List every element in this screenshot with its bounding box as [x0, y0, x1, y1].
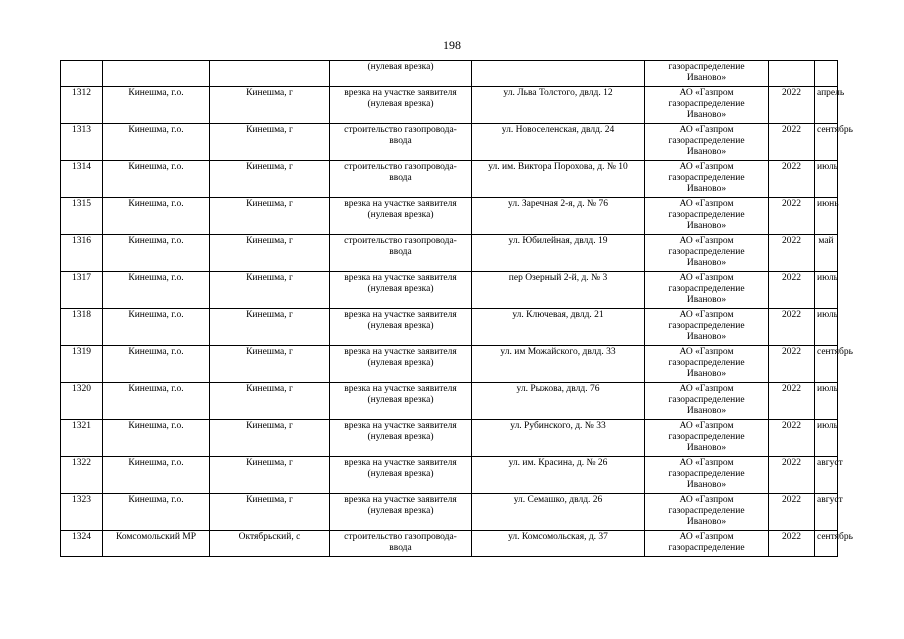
month-cell: июль — [815, 309, 838, 346]
month-cell: июль — [815, 272, 838, 309]
executor-cell: АО «Газпром газораспределение Иваново» — [645, 494, 769, 531]
work-type-cell: строительство газопровода- ввода — [330, 531, 472, 557]
work-type-cell: (нулевая врезка) — [330, 61, 472, 87]
table-row — [61, 87, 838, 124]
month-cell: сентябрь — [815, 346, 838, 383]
work-type-cell: врезка на участке заявителя (нулевая врезка) — [330, 309, 472, 346]
month-cell: июль — [815, 383, 838, 420]
executor-cell: АО «Газпром газораспределение Иваново» — [645, 198, 769, 235]
row-number-cell: 1320 — [61, 383, 103, 420]
page-number: 198 — [443, 38, 461, 52]
year-cell — [769, 61, 815, 87]
year-cell: 2022 — [769, 198, 815, 235]
locality-cell: Кинешма, г — [210, 420, 330, 457]
year-cell: 2022 — [769, 346, 815, 383]
executor-cell: АО «Газпром газораспределение Иваново» — [645, 272, 769, 309]
table-row — [61, 61, 838, 87]
locality-cell: Кинешма, г — [210, 87, 330, 124]
district-cell: Кинешма, г.о. — [103, 457, 210, 494]
district-cell — [103, 61, 210, 87]
address-cell: ул. им. Красина, д. № 26 — [472, 457, 645, 494]
district-cell: Кинешма, г.о. — [103, 494, 210, 531]
district-cell: Кинешма, г.о. — [103, 161, 210, 198]
work-type-cell: врезка на участке заявителя (нулевая врезка) — [330, 420, 472, 457]
table-row — [61, 531, 838, 557]
district-cell: Кинешма, г.о. — [103, 124, 210, 161]
address-cell: пер Озерный 2-й, д. № 3 — [472, 272, 645, 309]
district-cell: Кинешма, г.о. — [103, 383, 210, 420]
executor-cell: АО «Газпром газораспределение Иваново» — [645, 420, 769, 457]
year-cell: 2022 — [769, 124, 815, 161]
work-type-cell: врезка на участке заявителя (нулевая врезка) — [330, 272, 472, 309]
registry-table — [60, 60, 853, 557]
locality-cell: Октябрьский, с — [210, 531, 330, 557]
work-type-cell: врезка на участке заявителя (нулевая врезка) — [330, 494, 472, 531]
table-row — [61, 235, 838, 272]
locality-cell: Кинешма, г — [210, 235, 330, 272]
address-cell: ул. Рубинского, д. № 33 — [472, 420, 645, 457]
table-body — [61, 61, 853, 557]
row-number-cell: 1322 — [61, 457, 103, 494]
work-type-cell: строительство газопровода- ввода — [330, 161, 472, 198]
table-row — [61, 346, 838, 383]
address-cell: ул. Семашко, двлд. 26 — [472, 494, 645, 531]
locality-cell: Кинешма, г — [210, 198, 330, 235]
address-cell: ул. Льва Толстого, двлд. 12 — [472, 87, 645, 124]
row-number-cell: 1321 — [61, 420, 103, 457]
table-row — [61, 383, 838, 420]
row-number-cell: 1314 — [61, 161, 103, 198]
district-cell: Кинешма, г.о. — [103, 346, 210, 383]
year-cell: 2022 — [769, 383, 815, 420]
address-cell: ул. им Можайского, двлд. 33 — [472, 346, 645, 383]
year-cell: 2022 — [769, 494, 815, 531]
executor-cell: газораспределение Иваново» — [645, 61, 769, 87]
row-number-cell: 1324 — [61, 531, 103, 557]
month-cell: июль — [815, 420, 838, 457]
work-type-cell: врезка на участке заявителя (нулевая врезка) — [330, 346, 472, 383]
locality-cell — [210, 61, 330, 87]
work-type-cell: врезка на участке заявителя (нулевая врезка) — [330, 383, 472, 420]
work-type-cell: врезка на участке заявителя (нулевая врезка) — [330, 198, 472, 235]
executor-cell: АО «Газпром газораспределение Иваново» — [645, 235, 769, 272]
locality-cell: Кинешма, г — [210, 272, 330, 309]
table-row — [61, 420, 838, 457]
district-cell: Кинешма, г.о. — [103, 235, 210, 272]
locality-cell: Кинешма, г — [210, 494, 330, 531]
month-cell — [815, 61, 838, 87]
district-cell: Кинешма, г.о. — [103, 309, 210, 346]
locality-cell: Кинешма, г — [210, 383, 330, 420]
year-cell: 2022 — [769, 272, 815, 309]
year-cell: 2022 — [769, 309, 815, 346]
table-row — [61, 309, 838, 346]
address-cell: ул. Комсомольская, д. 37 — [472, 531, 645, 557]
month-cell: сентябрь — [815, 531, 838, 557]
work-type-cell: строительство газопровода- ввода — [330, 235, 472, 272]
district-cell: Кинешма, г.о. — [103, 87, 210, 124]
year-cell: 2022 — [769, 87, 815, 124]
row-number-cell: 1312 — [61, 87, 103, 124]
work-type-cell: врезка на участке заявителя (нулевая врезка) — [330, 87, 472, 124]
month-cell: сентябрь — [815, 124, 838, 161]
month-cell: август — [815, 494, 838, 531]
row-number-cell: 1317 — [61, 272, 103, 309]
table-row — [61, 494, 838, 531]
row-number-cell — [61, 61, 103, 87]
locality-cell: Кинешма, г — [210, 457, 330, 494]
executor-cell: АО «Газпром газораспределение — [645, 531, 769, 557]
locality-cell: Кинешма, г — [210, 124, 330, 161]
district-cell: Комсомольский МР — [103, 531, 210, 557]
year-cell: 2022 — [769, 420, 815, 457]
month-cell: июнь — [815, 198, 838, 235]
address-cell: ул. им. Виктора Порохова, д. № 10 — [472, 161, 645, 198]
locality-cell: Кинешма, г — [210, 346, 330, 383]
row-number-cell: 1319 — [61, 346, 103, 383]
address-cell: ул. Рыжова, двлд. 76 — [472, 383, 645, 420]
executor-cell: АО «Газпром газораспределение Иваново» — [645, 383, 769, 420]
month-cell: июль — [815, 161, 838, 198]
row-number-cell: 1313 — [61, 124, 103, 161]
address-cell — [472, 61, 645, 87]
executor-cell: АО «Газпром газораспределение Иваново» — [645, 161, 769, 198]
address-cell: ул. Юбилейная, двлд. 19 — [472, 235, 645, 272]
month-cell: апрель — [815, 87, 838, 124]
table-row — [61, 124, 838, 161]
table-row — [61, 457, 838, 494]
locality-cell: Кинешма, г — [210, 309, 330, 346]
executor-cell: АО «Газпром газораспределение Иваново» — [645, 124, 769, 161]
executor-cell: АО «Газпром газораспределение Иваново» — [645, 346, 769, 383]
row-number-cell: 1318 — [61, 309, 103, 346]
work-type-cell: врезка на участке заявителя (нулевая врезка) — [330, 457, 472, 494]
executor-cell: АО «Газпром газораспределение Иваново» — [645, 309, 769, 346]
year-cell: 2022 — [769, 531, 815, 557]
executor-cell: АО «Газпром газораспределение Иваново» — [645, 87, 769, 124]
year-cell: 2022 — [769, 235, 815, 272]
executor-cell: АО «Газпром газораспределение Иваново» — [645, 457, 769, 494]
month-cell: август — [815, 457, 838, 494]
row-number-cell: 1315 — [61, 198, 103, 235]
work-type-cell: строительство газопровода- ввода — [330, 124, 472, 161]
district-cell: Кинешма, г.о. — [103, 198, 210, 235]
table-row — [61, 272, 838, 309]
table-row — [61, 161, 838, 198]
district-cell: Кинешма, г.о. — [103, 272, 210, 309]
year-cell: 2022 — [769, 457, 815, 494]
address-cell: ул. Новоселенская, двлд. 24 — [472, 124, 645, 161]
locality-cell: Кинешма, г — [210, 161, 330, 198]
row-number-cell: 1316 — [61, 235, 103, 272]
table-row — [61, 198, 838, 235]
address-cell: ул. Заречная 2-я, д. № 76 — [472, 198, 645, 235]
month-cell: май — [815, 235, 838, 272]
district-cell: Кинешма, г.о. — [103, 420, 210, 457]
year-cell: 2022 — [769, 161, 815, 198]
address-cell: ул. Ключевая, двлд. 21 — [472, 309, 645, 346]
row-number-cell: 1323 — [61, 494, 103, 531]
